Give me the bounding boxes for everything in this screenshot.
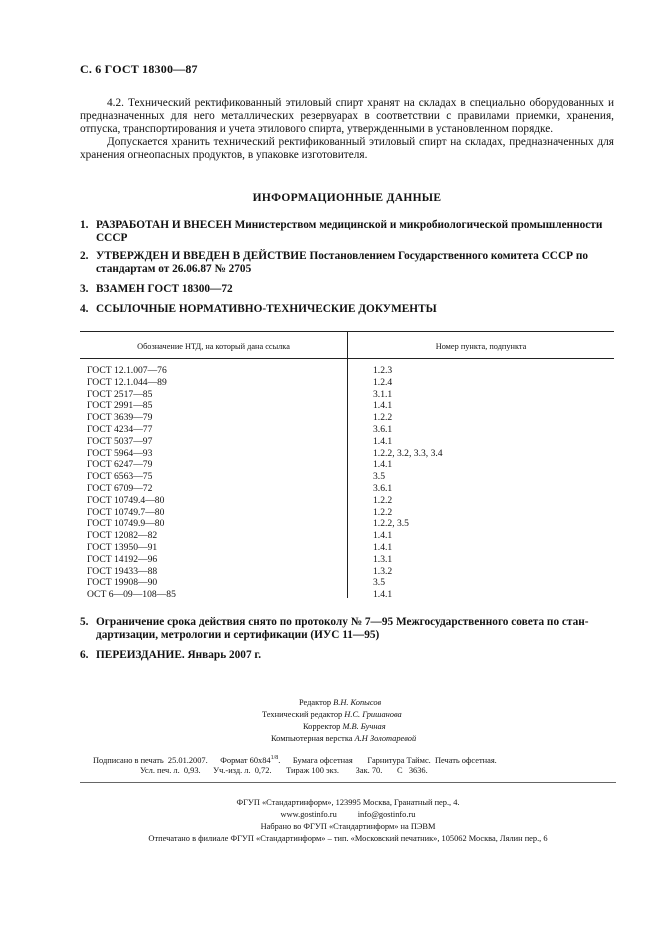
info-data-title: ИНФОРМАЦИОННЫЕ ДАННЫЕ	[252, 192, 442, 204]
credit-role: Технический редактор	[262, 710, 343, 719]
table-header-col1: Обозначение НТД, на который дана ссылка	[137, 342, 290, 351]
table-cell-document: ГОСТ 12.1.007—76	[87, 365, 167, 376]
table-cell-clause: 3.5	[373, 577, 385, 589]
paragraph-4-2: 4.2. Технический ректификованный этиловый спирт хранят на складах в специально оборудованных и предназначенных для него металлических резервуарах в соответствии с правилами приемки, хранения, отпуска, транспортирования и учета этилового спирта, утвержденными в установленном порядке.	[80, 97, 614, 135]
table-cell-document: ГОСТ 6247—79	[87, 459, 153, 471]
credit-role: Редактор	[299, 698, 332, 707]
publisher-printed: Отпечатано в филиале ФГУП «Стандартинформ» – тип. «Московский печатник», 105062 Москва, Лялин пер., 6	[148, 834, 548, 843]
table-cell-document: ГОСТ 14192—96	[87, 553, 158, 565]
table-cell-document: ГОСТ 5037—97	[87, 435, 153, 447]
publisher-web: www.gostinfo.ru info@gostinfo.ru	[280, 810, 416, 819]
credit-name: А.Н Золотаревой	[354, 734, 417, 743]
item-number: 3.	[80, 283, 89, 295]
credit-name: В.Н. Копысов	[333, 698, 382, 707]
credit-role: Компьютерная верстка	[271, 734, 353, 743]
item-number: 1.	[80, 219, 89, 231]
table-cell-clause: 1.2.2	[373, 412, 393, 424]
table-cell-document: ГОСТ 3639—79	[87, 412, 153, 424]
table-cell-clause: 1.4.1	[373, 435, 393, 447]
table-cell-clause: 1.2.4	[373, 376, 393, 388]
imprint-line-2: Усл. печ. л. 0,93. Уч.-изд. л. 0,72. Тираж 100 экз. Зак. 70. С 3636.	[140, 766, 428, 775]
table-cell-document: ГОСТ 2517—85	[87, 388, 153, 400]
info-item-6	[80, 649, 616, 662]
item-text: Постановлением Государственного комитета СССР по стандартам от 26.06.87 № 2705	[96, 250, 589, 275]
table-cell-clause: 1.2.2	[373, 494, 393, 506]
info-item-4	[80, 303, 616, 316]
table-cell-clause: 1.4.1	[373, 459, 393, 471]
item-text: Ограничение срока действия снято по протоколу № 7—95 Межгосударственного совета по стандартизации, метрологии и сертификации (ИУС 11—95)	[96, 616, 589, 641]
table-cell-document: ГОСТ 4234—77	[87, 424, 153, 435]
publisher-block	[80, 797, 616, 845]
paragraph-storage-allowance: Допускается хранить технический ректификованный этиловый спирт на складах, предназначенных для хранения огнеопасных продуктов, в упаковке изготовителя.	[80, 136, 614, 161]
table-cell-document: ГОСТ 13950—91	[87, 542, 158, 553]
table-cell-clause: 1.2.2	[373, 506, 393, 518]
table-cell-document: ГОСТ 6709—72	[87, 483, 153, 494]
info-item-1	[80, 219, 616, 245]
table-cell-clause: 1.3.2	[373, 565, 393, 577]
table-cell-clause: 1.2.2, 3.2, 3.3, 3.4	[373, 447, 443, 459]
table-header-col2: Номер пункта, подпункта	[435, 342, 527, 351]
item-number: 6.	[80, 649, 89, 661]
table-cell-clause: 1.4.1	[373, 542, 393, 553]
item-number: 2.	[80, 250, 89, 262]
table-cell-clause: 3.5	[373, 471, 385, 483]
table-cell-document: ГОСТ 12082—82	[87, 530, 158, 542]
credit-name: М.В. Бучная	[342, 722, 386, 731]
table-cell-document: ГОСТ 2991—85	[87, 400, 153, 412]
credit-layout	[200, 733, 500, 745]
table-cell-document: ГОСТ 19433—88	[87, 565, 158, 577]
item-heading: УТВЕРЖДЕН И ВВЕДЕН В ДЕЙСТВИЕ	[96, 250, 307, 262]
info-item-3	[80, 283, 616, 296]
item-heading: РАЗРАБОТАН И ВНЕСЕН	[96, 219, 232, 231]
imprint-text: Подписано в печать 25.01.2007. Формат 60x84	[93, 755, 271, 765]
table-cell-clause: 3.6.1	[373, 424, 393, 435]
credit-role: Корректор	[303, 722, 341, 731]
table-cell-clause: 1.4.1	[373, 589, 393, 601]
table-cell-clause: 1.4.1	[373, 400, 393, 412]
table-cell-document: ГОСТ 6563—75	[87, 471, 153, 483]
table-cell-clause: 1.4.1	[373, 530, 393, 542]
table-cell-document: ГОСТ 12.1.044—89	[87, 376, 167, 388]
table-cell-clause: 3.6.1	[373, 483, 393, 494]
page-header: С. 6 ГОСТ 18300—87	[80, 62, 198, 76]
credit-name: Н.С. Гришанова	[344, 710, 402, 719]
item-heading: ВЗАМЕН ГОСТ 18300—72	[96, 283, 233, 295]
table-cell-document: ОСТ 6—09—108—85	[87, 589, 176, 601]
item-heading: ССЫЛОЧНЫЕ НОРМАТИВНО-ТЕХНИЧЕСКИЕ ДОКУМЕНТЫ	[96, 303, 437, 315]
credit-proofreader	[200, 721, 500, 733]
table-cell-clause: 1.2.2, 3.5	[373, 518, 409, 530]
credits-block	[200, 697, 500, 745]
format-fraction: 1/8	[270, 755, 279, 761]
publisher-address: ФГУП «Стандартинформ», 123995 Москва, Гранатный пер., 4.	[236, 798, 460, 807]
item-text: ПЕРЕИЗДАНИЕ. Январь 2007 г.	[96, 649, 262, 661]
table-cell-clause: 1.2.3	[373, 365, 393, 376]
table-column-divider	[347, 331, 348, 598]
table-cell-document: ГОСТ 10749.7—80	[87, 506, 165, 518]
credit-editor	[200, 697, 500, 709]
section-4-2	[80, 97, 614, 162]
imprint-divider	[80, 782, 616, 783]
info-item-5	[80, 616, 616, 642]
item-text: Министерством медицинской и микробиологической промышленности СССР	[96, 219, 603, 244]
table-cell-document: ГОСТ 10749.4—80	[87, 494, 165, 506]
imprint-text: . Бумага офсетная Гарнитура Таймс. Печать офсетная.	[278, 755, 497, 765]
publisher-typeset: Набрано во ФГУП «Стандартинформ» на ПЭВМ	[260, 822, 436, 831]
table-cell-document: ГОСТ 19908—90	[87, 577, 158, 589]
info-item-2	[80, 250, 616, 276]
item-number: 4.	[80, 303, 89, 315]
item-number: 5.	[80, 616, 89, 628]
table-cell-clause: 3.1.1	[373, 388, 393, 400]
table-cell-document: ГОСТ 10749.9—80	[87, 518, 165, 530]
table-cell-clause: 1.3.1	[373, 553, 393, 565]
table-cell-document: ГОСТ 5964—93	[87, 447, 153, 459]
credit-tech-editor	[200, 709, 500, 721]
